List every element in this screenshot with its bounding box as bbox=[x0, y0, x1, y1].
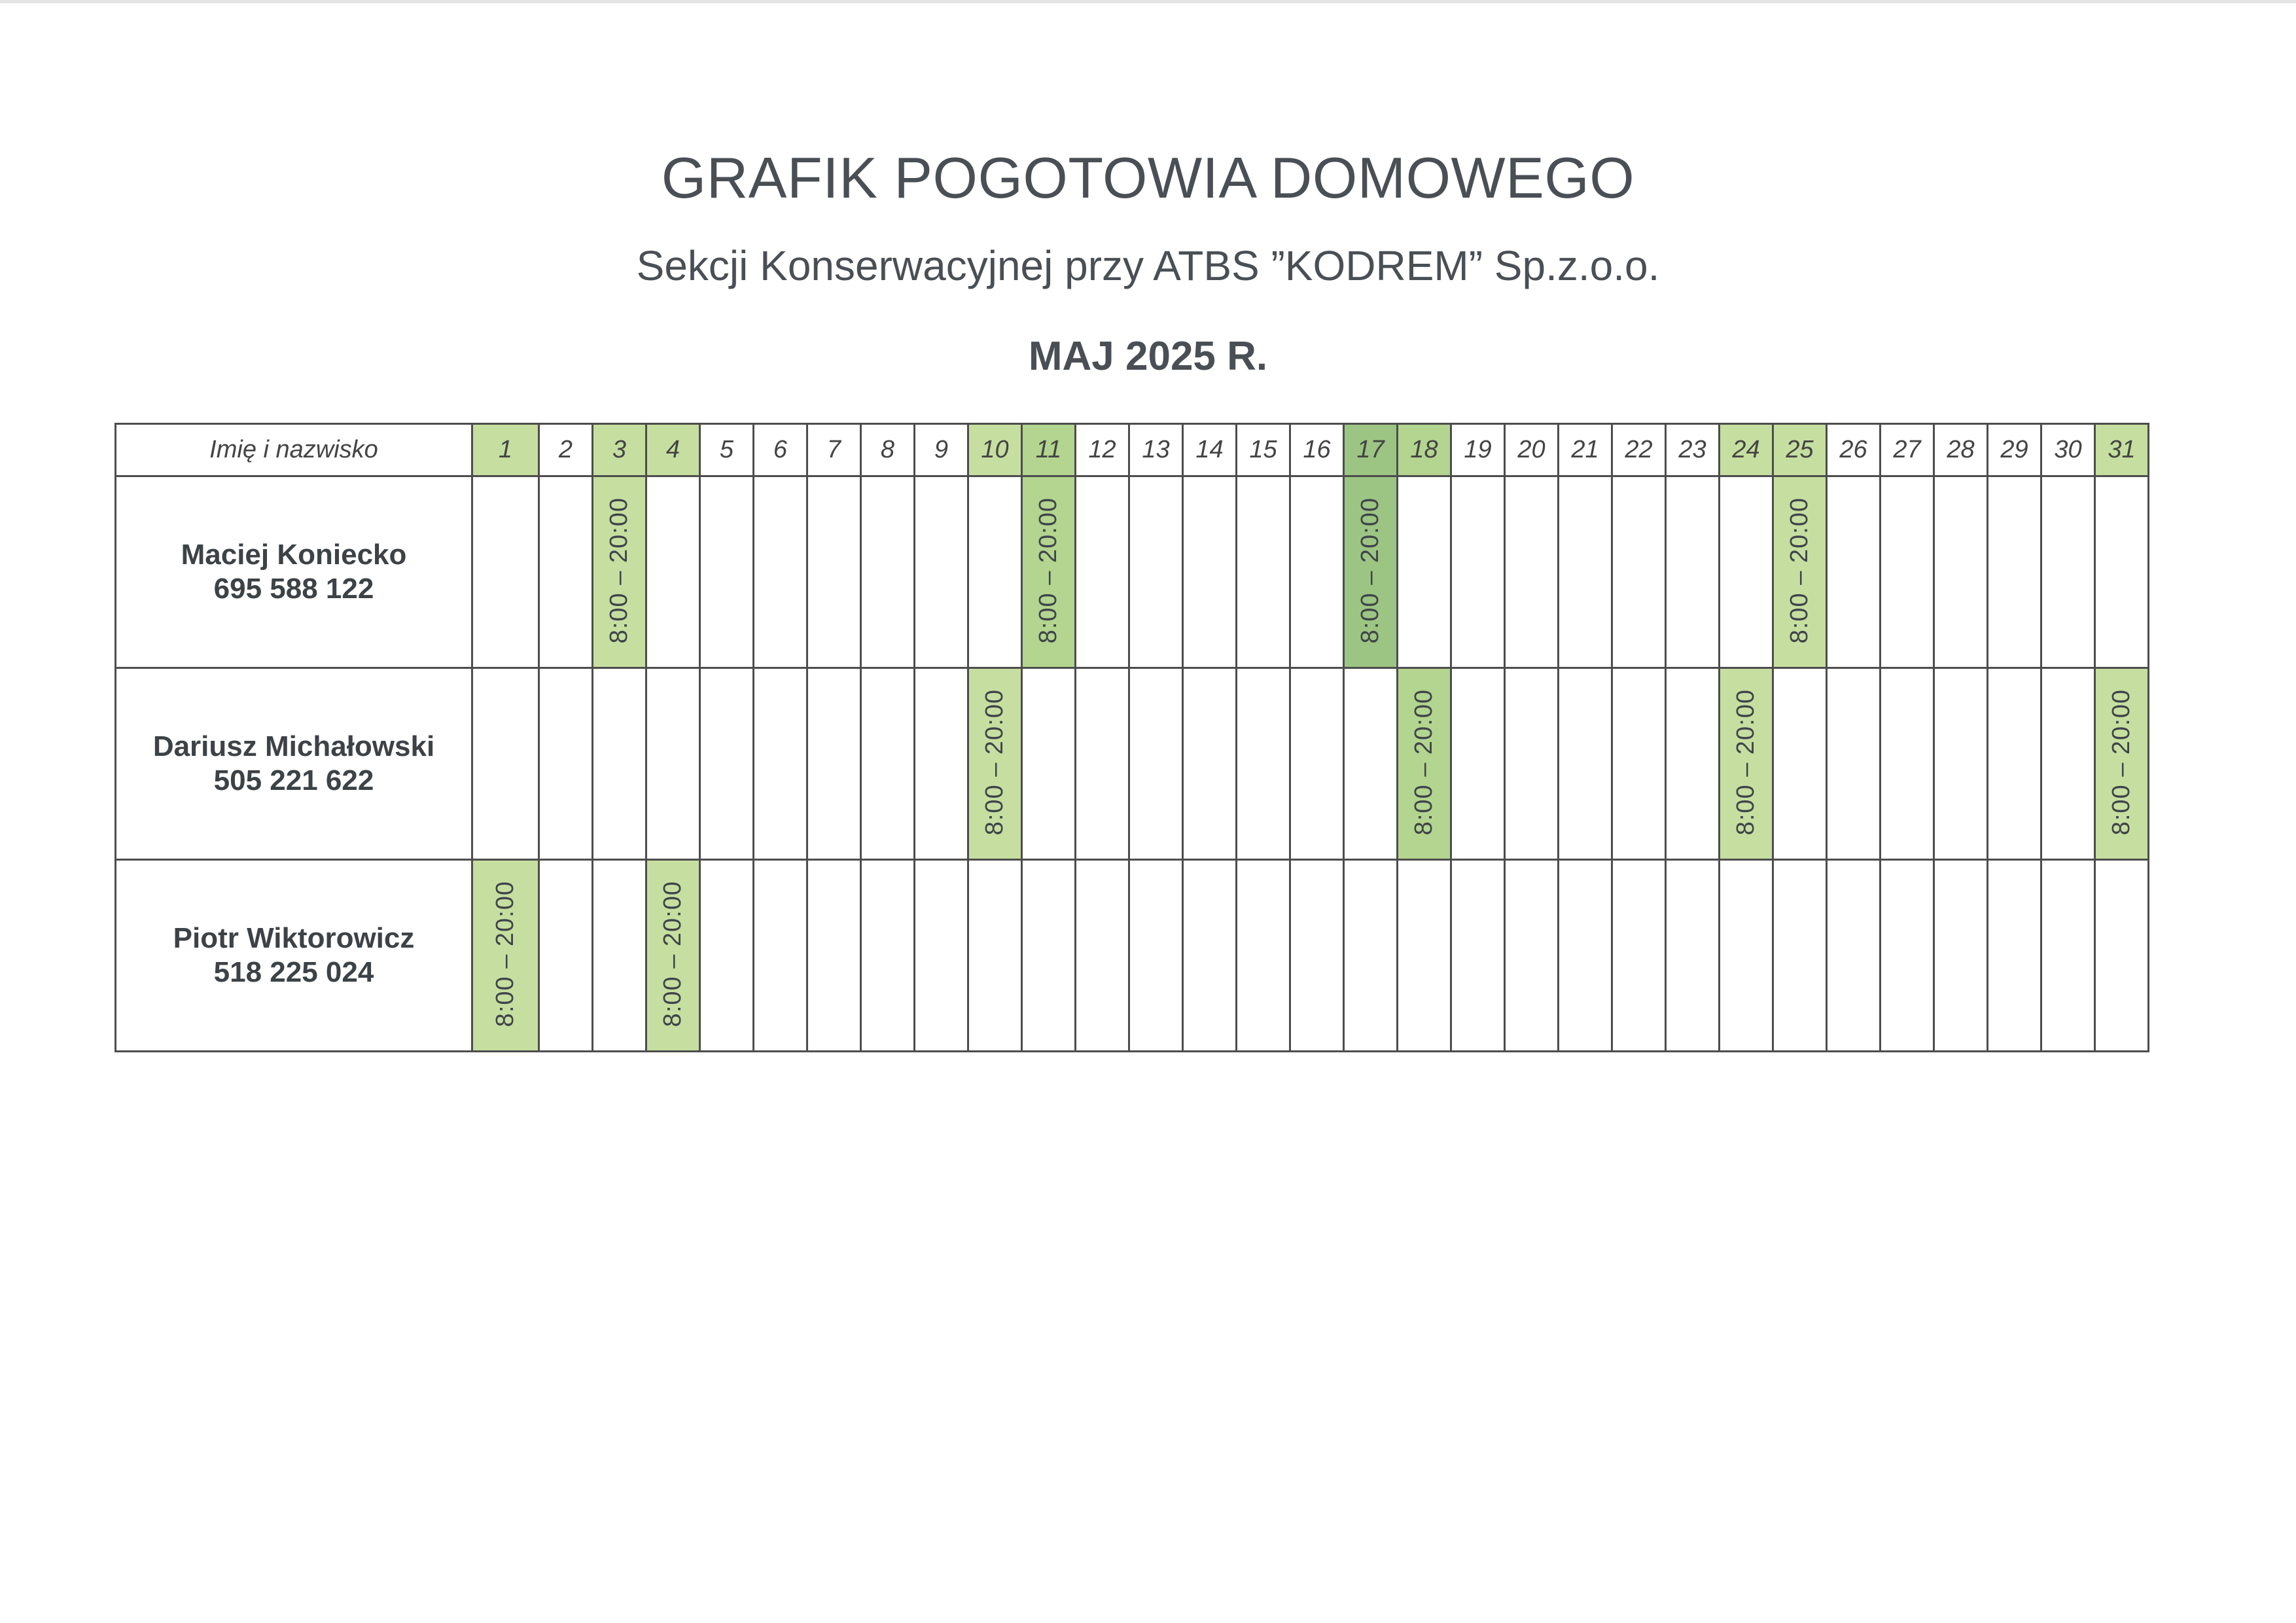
day-cell bbox=[1988, 860, 2041, 1052]
day-cell bbox=[700, 860, 754, 1052]
shift-time: 8:00 – 20:00 bbox=[1034, 497, 1062, 644]
day-cell bbox=[1076, 860, 1129, 1052]
schedule-table bbox=[115, 423, 2149, 1052]
day-cell bbox=[754, 476, 807, 668]
day-cell bbox=[593, 668, 646, 860]
day-header: 13 bbox=[1129, 424, 1183, 476]
person-name: Maciej Koniecko bbox=[181, 539, 407, 571]
day-cell bbox=[1129, 668, 1183, 860]
day-header: 6 bbox=[754, 424, 807, 476]
day-cell bbox=[2095, 476, 2149, 668]
day-header: 25 bbox=[1773, 424, 1827, 476]
day-header: 19 bbox=[1451, 424, 1505, 476]
shift-time: 8:00 – 20:00 bbox=[1356, 497, 1384, 644]
shift-cell bbox=[968, 668, 1022, 860]
day-cell bbox=[861, 668, 915, 860]
day-header: 5 bbox=[700, 424, 754, 476]
day-cell bbox=[539, 668, 593, 860]
day-header: 18 bbox=[1398, 424, 1451, 476]
day-cell bbox=[1827, 860, 1881, 1052]
name-column-header: Imię i nazwisko bbox=[116, 424, 472, 476]
day-cell bbox=[1451, 476, 1505, 668]
day-cell bbox=[1666, 860, 1720, 1052]
day-cell bbox=[1505, 476, 1559, 668]
day-cell bbox=[472, 668, 539, 860]
day-header: 2 bbox=[539, 424, 593, 476]
day-cell bbox=[1290, 668, 1344, 860]
day-cell bbox=[593, 860, 646, 1052]
day-cell bbox=[700, 668, 754, 860]
day-cell bbox=[1720, 860, 1773, 1052]
day-cell bbox=[1988, 668, 2041, 860]
day-header: 10 bbox=[968, 424, 1022, 476]
day-header: 28 bbox=[1934, 424, 1988, 476]
day-cell bbox=[807, 860, 861, 1052]
day-cell bbox=[646, 668, 700, 860]
person-name: Dariusz Michałowski bbox=[152, 730, 435, 762]
day-cell bbox=[1559, 668, 1612, 860]
day-cell bbox=[1827, 476, 1881, 668]
day-header: 20 bbox=[1505, 424, 1559, 476]
day-cell bbox=[1183, 668, 1237, 860]
person-cell bbox=[116, 476, 472, 668]
day-cell bbox=[1237, 476, 1290, 668]
day-cell bbox=[539, 860, 593, 1052]
shift-cell bbox=[1022, 476, 1076, 668]
day-cell bbox=[1559, 860, 1612, 1052]
day-cell bbox=[754, 668, 807, 860]
day-header: 3 bbox=[593, 424, 646, 476]
shift-time: 8:00 – 20:00 bbox=[1732, 688, 1759, 836]
shift-cell bbox=[472, 860, 539, 1052]
day-header: 9 bbox=[915, 424, 968, 476]
day-header: 27 bbox=[1881, 424, 1934, 476]
day-cell bbox=[1398, 476, 1451, 668]
scan-top-edge bbox=[0, 0, 2296, 3]
day-cell bbox=[1290, 476, 1344, 668]
shift-time: 8:00 – 20:00 bbox=[659, 880, 686, 1027]
day-cell bbox=[1022, 668, 1076, 860]
day-cell bbox=[2095, 860, 2149, 1052]
day-cell bbox=[1773, 860, 1827, 1052]
table-row bbox=[116, 668, 2149, 860]
day-cell bbox=[968, 860, 1022, 1052]
shift-cell bbox=[1344, 476, 1398, 668]
day-cell bbox=[1773, 668, 1827, 860]
day-cell bbox=[2041, 476, 2095, 668]
day-cell bbox=[1666, 668, 1720, 860]
day-cell bbox=[861, 860, 915, 1052]
day-cell bbox=[1612, 860, 1666, 1052]
day-cell bbox=[1237, 860, 1290, 1052]
day-cell bbox=[472, 476, 539, 668]
day-cell bbox=[2041, 668, 2095, 860]
day-cell bbox=[1559, 476, 1612, 668]
day-header: 7 bbox=[807, 424, 861, 476]
day-cell bbox=[1451, 668, 1505, 860]
day-header: 17 bbox=[1344, 424, 1398, 476]
day-cell bbox=[1720, 476, 1773, 668]
shift-time: 8:00 – 20:00 bbox=[491, 880, 519, 1027]
day-cell bbox=[1183, 476, 1237, 668]
person-phone: 505 221 622 bbox=[213, 764, 374, 796]
day-cell bbox=[1344, 668, 1398, 860]
day-header: 14 bbox=[1183, 424, 1237, 476]
day-header: 24 bbox=[1720, 424, 1773, 476]
day-cell bbox=[1934, 476, 1988, 668]
day-header: 22 bbox=[1612, 424, 1666, 476]
day-cell bbox=[861, 476, 915, 668]
page-title: GRAFIK POGOTOWIA DOMOWEGO bbox=[661, 145, 1635, 210]
day-cell bbox=[1451, 860, 1505, 1052]
person-phone: 518 225 024 bbox=[213, 956, 374, 988]
day-cell bbox=[1129, 860, 1183, 1052]
day-cell bbox=[915, 668, 968, 860]
day-cell bbox=[754, 860, 807, 1052]
day-cell bbox=[1505, 668, 1559, 860]
person-cell bbox=[116, 668, 472, 860]
day-cell bbox=[915, 476, 968, 668]
day-cell bbox=[1666, 476, 1720, 668]
table-row bbox=[116, 476, 2149, 668]
page-subtitle: Sekcji Konserwacyjnej przy ATBS ”KODREM” Sp.z.o.o. bbox=[636, 242, 1660, 289]
day-cell bbox=[1934, 668, 1988, 860]
shift-cell bbox=[1398, 668, 1451, 860]
day-header: 30 bbox=[2041, 424, 2095, 476]
day-header: 11 bbox=[1022, 424, 1076, 476]
day-cell bbox=[1398, 860, 1451, 1052]
day-cell bbox=[539, 476, 593, 668]
day-header: 29 bbox=[1988, 424, 2041, 476]
day-cell bbox=[807, 476, 861, 668]
table-row bbox=[116, 860, 2149, 1052]
day-header: 16 bbox=[1290, 424, 1344, 476]
day-cell bbox=[1129, 476, 1183, 668]
day-cell bbox=[1934, 860, 1988, 1052]
day-header: 15 bbox=[1237, 424, 1290, 476]
day-header: 26 bbox=[1827, 424, 1881, 476]
day-cell bbox=[1183, 860, 1237, 1052]
day-cell bbox=[915, 860, 968, 1052]
person-cell bbox=[116, 860, 472, 1052]
day-cell bbox=[1827, 668, 1881, 860]
day-cell bbox=[968, 476, 1022, 668]
day-cell bbox=[1076, 476, 1129, 668]
shift-time: 8:00 – 20:00 bbox=[1786, 497, 1813, 644]
shift-cell bbox=[2095, 668, 2149, 860]
day-cell bbox=[1881, 476, 1934, 668]
shift-time: 8:00 – 20:00 bbox=[981, 688, 1008, 836]
day-header: 23 bbox=[1666, 424, 1720, 476]
month-heading: MAJ 2025 R. bbox=[1028, 334, 1268, 379]
day-cell bbox=[1344, 860, 1398, 1052]
person-name: Piotr Wiktorowicz bbox=[173, 922, 415, 954]
day-header: 31 bbox=[2095, 424, 2149, 476]
shift-time: 8:00 – 20:00 bbox=[605, 497, 633, 644]
day-cell bbox=[700, 476, 754, 668]
day-header: 21 bbox=[1559, 424, 1612, 476]
day-cell bbox=[807, 668, 861, 860]
day-cell bbox=[1612, 476, 1666, 668]
day-cell bbox=[1076, 668, 1129, 860]
day-cell bbox=[646, 476, 700, 668]
day-cell bbox=[1612, 668, 1666, 860]
shift-cell bbox=[593, 476, 646, 668]
shift-cell bbox=[1720, 668, 1773, 860]
day-cell bbox=[1290, 860, 1344, 1052]
day-cell bbox=[1237, 668, 1290, 860]
day-header: 4 bbox=[646, 424, 700, 476]
day-cell bbox=[1881, 668, 1934, 860]
day-cell bbox=[1505, 860, 1559, 1052]
day-header: 1 bbox=[472, 424, 539, 476]
day-cell bbox=[1022, 860, 1076, 1052]
shift-cell bbox=[1773, 476, 1827, 668]
day-header: 12 bbox=[1076, 424, 1129, 476]
header-row bbox=[116, 424, 2149, 476]
day-cell bbox=[2041, 860, 2095, 1052]
shift-time: 8:00 – 20:00 bbox=[2108, 688, 2135, 836]
day-cell bbox=[1881, 860, 1934, 1052]
person-phone: 695 588 122 bbox=[213, 573, 374, 605]
shift-time: 8:00 – 20:00 bbox=[1410, 688, 1438, 836]
shift-cell bbox=[646, 860, 700, 1052]
day-header: 8 bbox=[861, 424, 915, 476]
day-cell bbox=[1988, 476, 2041, 668]
